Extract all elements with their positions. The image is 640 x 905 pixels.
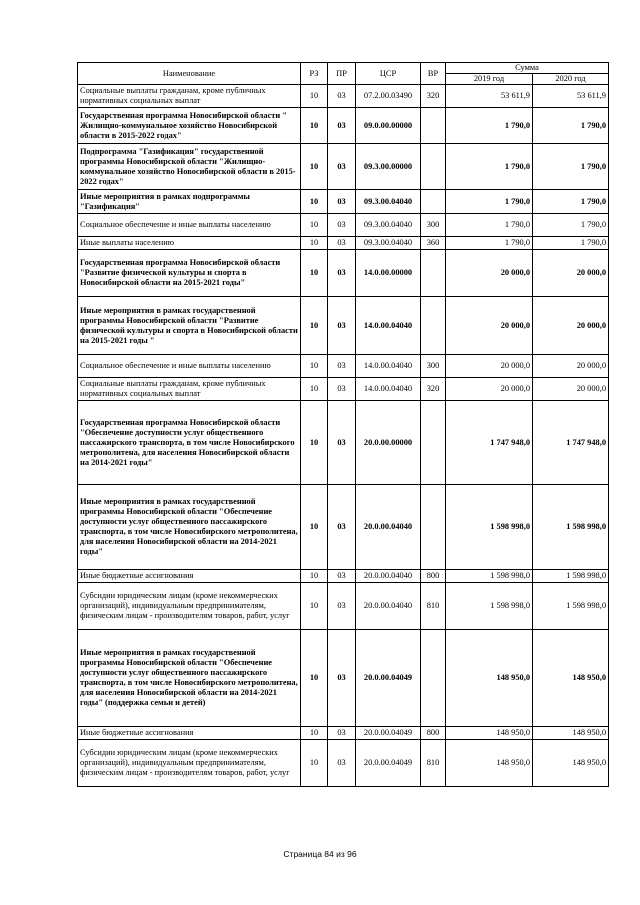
- cell-2019: 148 950,0: [446, 630, 533, 727]
- cell-name: Субсидии юридическим лицам (кроме некоммерческих организаций), индивидуальным предпринимателям, физическим лицам - производителям товаров, работ, услуг: [78, 740, 301, 787]
- cell-name: Иные мероприятия в рамках подпрограммы "Газификация": [78, 190, 301, 214]
- table-header-row: [78, 63, 609, 74]
- cell-vr: 320: [421, 378, 446, 401]
- cell-2020: 1 790,0: [533, 190, 609, 214]
- cell-vr: [421, 485, 446, 570]
- cell-vr: 800: [421, 727, 446, 740]
- cell-2019: 148 950,0: [446, 740, 533, 787]
- cell-name: Иные мероприятия в рамках государственной программы Новосибирской области "Развитие физической культуры и спорта в Новосибирской области на 2015-2021 годы ": [78, 297, 301, 355]
- cell-pr: 03: [328, 297, 356, 355]
- header-rz: РЗ: [301, 63, 328, 85]
- cell-name: Государственная программа Новосибирской области "Развитие физической культуры и спорта в Новосибирской области на 2015-2021 годы": [78, 250, 301, 297]
- cell-name: Социальные выплаты гражданам, кроме публичных нормативных социальных выплат: [78, 378, 301, 401]
- cell-rz: 10: [301, 190, 328, 214]
- table-row: [78, 144, 609, 190]
- cell-rz: 10: [301, 144, 328, 190]
- cell-csr: 14.0.00.04040: [356, 355, 421, 378]
- cell-vr: [421, 630, 446, 727]
- cell-2020: 148 950,0: [533, 727, 609, 740]
- table-row: [78, 297, 609, 355]
- cell-name: Социальные выплаты гражданам, кроме публичных нормативных социальных выплат: [78, 85, 301, 108]
- cell-2020: 1 598 998,0: [533, 583, 609, 630]
- header-pr: ПР: [328, 63, 356, 85]
- table-row: [78, 237, 609, 250]
- cell-vr: 810: [421, 583, 446, 630]
- cell-pr: 03: [328, 485, 356, 570]
- page-number: Страница 84 из 96: [283, 849, 357, 859]
- cell-2019: 1 790,0: [446, 144, 533, 190]
- header-csr: ЦСР: [356, 63, 421, 85]
- cell-vr: [421, 297, 446, 355]
- cell-csr: 20.0.00.04049: [356, 727, 421, 740]
- budget-table-body: [78, 85, 609, 787]
- cell-2020: 1 790,0: [533, 144, 609, 190]
- table-row: [78, 190, 609, 214]
- cell-csr: 14.0.00.04040: [356, 378, 421, 401]
- cell-vr: 810: [421, 740, 446, 787]
- table-row: [78, 630, 609, 727]
- cell-vr: [421, 144, 446, 190]
- cell-rz: 10: [301, 85, 328, 108]
- cell-vr: [421, 108, 446, 144]
- cell-pr: 03: [328, 727, 356, 740]
- table-row: [78, 355, 609, 378]
- cell-2019: 20 000,0: [446, 355, 533, 378]
- cell-2020: 1 790,0: [533, 237, 609, 250]
- cell-vr: [421, 401, 446, 485]
- cell-2019: 1 790,0: [446, 108, 533, 144]
- header-sum: Сумма: [446, 63, 609, 74]
- cell-2019: 1 790,0: [446, 214, 533, 237]
- cell-2019: 53 611,9: [446, 85, 533, 108]
- cell-rz: 10: [301, 485, 328, 570]
- cell-2020: 1 747 948,0: [533, 401, 609, 485]
- table-row: [78, 727, 609, 740]
- cell-2019: 1 598 998,0: [446, 485, 533, 570]
- cell-name: Подпрограмма "Газификация" государственной программы Новосибирской области "Жилищно-коммунальное хозяйство Новосибирской области в 2015-2022 годах": [78, 144, 301, 190]
- cell-rz: 10: [301, 583, 328, 630]
- cell-name: Социальное обеспечение и иные выплаты населению: [78, 214, 301, 237]
- cell-rz: 10: [301, 570, 328, 583]
- table-row: [78, 570, 609, 583]
- cell-csr: 20.0.00.04040: [356, 570, 421, 583]
- cell-csr: 09.3.00.04040: [356, 190, 421, 214]
- header-name: Наименование: [78, 63, 301, 85]
- cell-2020: 53 611,9: [533, 85, 609, 108]
- cell-rz: 10: [301, 740, 328, 787]
- cell-rz: 10: [301, 214, 328, 237]
- table-row: [78, 740, 609, 787]
- cell-2020: 1 790,0: [533, 214, 609, 237]
- cell-csr: 14.0.00.04040: [356, 297, 421, 355]
- cell-2019: 1 790,0: [446, 190, 533, 214]
- cell-2019: 148 950,0: [446, 727, 533, 740]
- cell-csr: 20.0.00.04040: [356, 485, 421, 570]
- cell-rz: 10: [301, 250, 328, 297]
- cell-vr: 300: [421, 355, 446, 378]
- cell-pr: 03: [328, 214, 356, 237]
- cell-2019: 20 000,0: [446, 297, 533, 355]
- cell-csr: 14.0.00.00000: [356, 250, 421, 297]
- cell-rz: 10: [301, 401, 328, 485]
- cell-csr: 20.0.00.04049: [356, 630, 421, 727]
- cell-2020: 20 000,0: [533, 250, 609, 297]
- budget-table: [77, 62, 609, 787]
- cell-csr: 09.3.00.04040: [356, 214, 421, 237]
- header-2020: 2020 год: [533, 74, 609, 85]
- table-row: [78, 401, 609, 485]
- table-row: [78, 108, 609, 144]
- table-row: [78, 214, 609, 237]
- cell-csr: 09.3.00.00000: [356, 144, 421, 190]
- cell-name: Иные бюджетные ассигнования: [78, 570, 301, 583]
- cell-vr: 800: [421, 570, 446, 583]
- cell-vr: [421, 190, 446, 214]
- cell-pr: 03: [328, 85, 356, 108]
- cell-pr: 03: [328, 401, 356, 485]
- cell-2020: 20 000,0: [533, 297, 609, 355]
- cell-csr: 20.0.00.04040: [356, 583, 421, 630]
- table-row: [78, 250, 609, 297]
- table-row: [78, 85, 609, 108]
- cell-2019: 20 000,0: [446, 378, 533, 401]
- cell-csr: 20.0.00.04049: [356, 740, 421, 787]
- cell-2020: 20 000,0: [533, 378, 609, 401]
- cell-name: Государственная программа Новосибирской области "Обеспечение доступности услуг общественного пассажирского транспорта, в том числе Новосибирского метрополитена, для населения Новосибирской области на 2014-2021 годы": [78, 401, 301, 485]
- cell-rz: 10: [301, 378, 328, 401]
- table-row: [78, 378, 609, 401]
- cell-vr: 300: [421, 214, 446, 237]
- cell-2020: 1 790,0: [533, 108, 609, 144]
- cell-name: Социальное обеспечение и иные выплаты населению: [78, 355, 301, 378]
- cell-csr: 07.2.00.03490: [356, 85, 421, 108]
- cell-2020: 148 950,0: [533, 740, 609, 787]
- cell-pr: 03: [328, 630, 356, 727]
- cell-vr: 320: [421, 85, 446, 108]
- cell-2020: 148 950,0: [533, 630, 609, 727]
- cell-name: Государственная программа Новосибирской области " Жилищно-коммунальное хозяйство Новосибирской области в 2015-2022 годах": [78, 108, 301, 144]
- cell-2020: 1 598 998,0: [533, 485, 609, 570]
- cell-pr: 03: [328, 237, 356, 250]
- cell-pr: 03: [328, 250, 356, 297]
- cell-name: Иные мероприятия в рамках государственной программы Новосибирской области "Обеспечение доступности услуг общественного пассажирского транспорта, в том числе Новосибирского метрополитена, для населения Новосибирской области на 2014-2021 годы": [78, 485, 301, 570]
- cell-pr: 03: [328, 190, 356, 214]
- table-row: [78, 485, 609, 570]
- cell-2020: 20 000,0: [533, 355, 609, 378]
- cell-name: Иные бюджетные ассигнования: [78, 727, 301, 740]
- cell-pr: 03: [328, 378, 356, 401]
- cell-pr: 03: [328, 740, 356, 787]
- cell-vr: 360: [421, 237, 446, 250]
- cell-rz: 10: [301, 237, 328, 250]
- cell-2019: 1 790,0: [446, 237, 533, 250]
- cell-csr: 09.3.00.04040: [356, 237, 421, 250]
- header-vr: ВР: [421, 63, 446, 85]
- cell-name: Иные выплаты населению: [78, 237, 301, 250]
- cell-pr: 03: [328, 583, 356, 630]
- cell-rz: 10: [301, 355, 328, 378]
- cell-pr: 03: [328, 355, 356, 378]
- cell-2019: 1 598 998,0: [446, 583, 533, 630]
- cell-vr: [421, 250, 446, 297]
- cell-rz: 10: [301, 297, 328, 355]
- cell-pr: 03: [328, 144, 356, 190]
- cell-2020: 1 598 998,0: [533, 570, 609, 583]
- cell-2019: 1 598 998,0: [446, 570, 533, 583]
- cell-rz: 10: [301, 630, 328, 727]
- cell-2019: 20 000,0: [446, 250, 533, 297]
- cell-csr: 20.0.00.00000: [356, 401, 421, 485]
- cell-rz: 10: [301, 108, 328, 144]
- cell-pr: 03: [328, 570, 356, 583]
- table-row: [78, 583, 609, 630]
- cell-pr: 03: [328, 108, 356, 144]
- cell-name: Иные мероприятия в рамках государственной программы Новосибирской области "Обеспечение доступности услуг общественного пассажирского транспорта, в том числе Новосибирского метрополитена, для населения Новосибирской области на 2014-2021 годы" (поддержка семьи и детей): [78, 630, 301, 727]
- header-2019: 2019 год: [446, 74, 533, 85]
- cell-name: Субсидии юридическим лицам (кроме некоммерческих организаций), индивидуальным предпринимателям, физическим лицам - производителям товаров, работ, услуг: [78, 583, 301, 630]
- cell-csr: 09.0.00.00000: [356, 108, 421, 144]
- cell-rz: 10: [301, 727, 328, 740]
- cell-2019: 1 747 948,0: [446, 401, 533, 485]
